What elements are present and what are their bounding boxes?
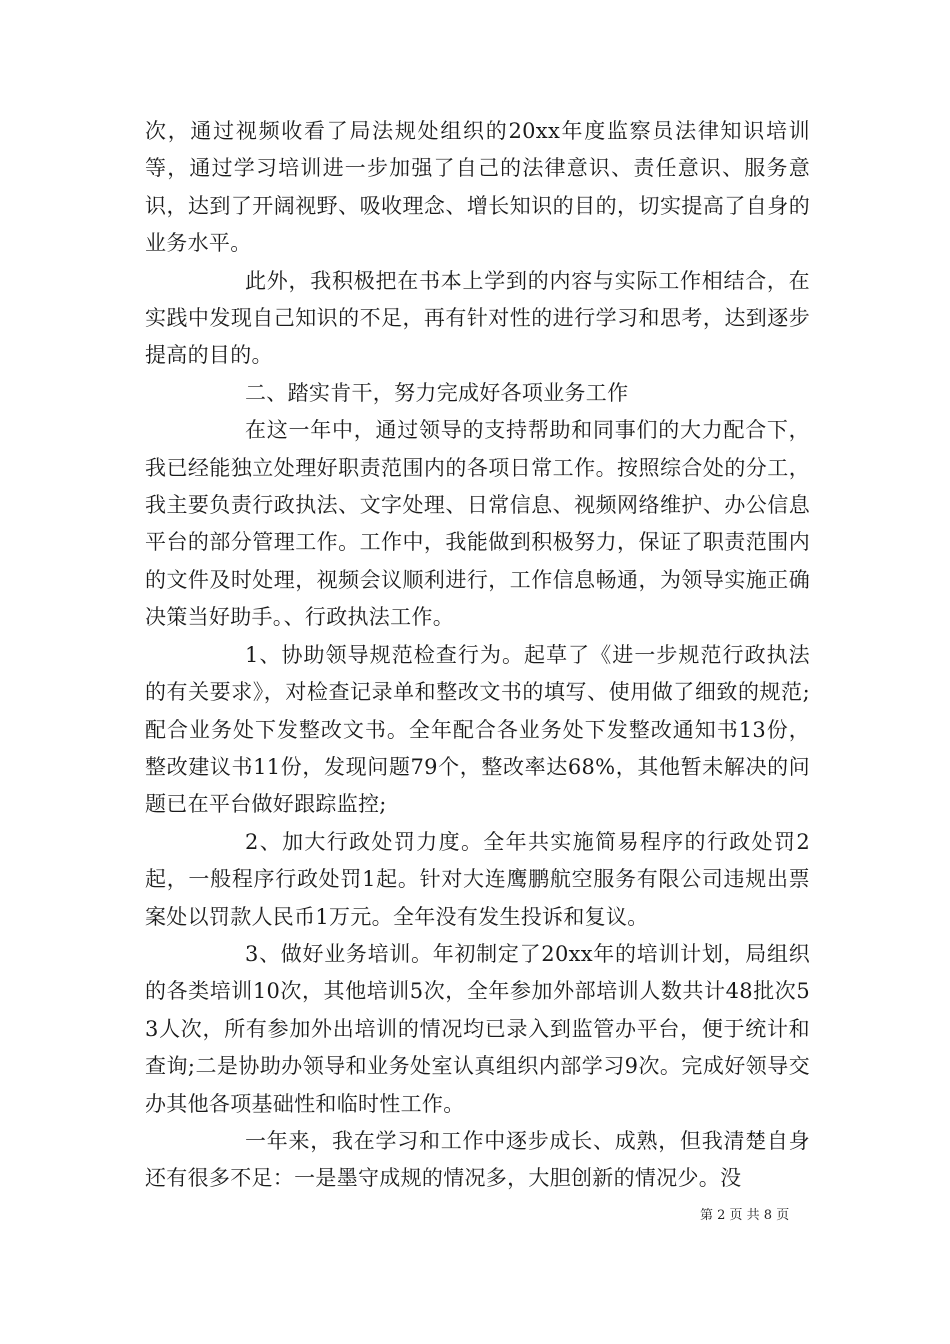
page-number: 第 2 页 共 8 页: [700, 1208, 790, 1223]
paragraph-7: 3、做好业务培训。年初制定了20xx年的培训计划，局组织的各类培训10次，其他培训5次，全年参加外部培训人数共计48批次53人次，所有参加外出培训的情况均已录入到监管办平台，便于统计和查询;二是协助办领导和业务处室认真组织内部学习9次。完成好领导交办其他各项基础性和临时性工作。: [145, 941, 810, 1116]
document-body: [145, 113, 810, 1198]
paragraph-6: 2、加大行政处罚力度。全年共实施简易程序的行政处罚2起，一般程序行政处罚1起。针对大连鹰鹏航空服务有限公司违规出票案处以罚款人民币1万元。全年没有发生投诉和复议。: [145, 829, 810, 929]
paragraph-1: 次，通过视频收看了局法规处组织的20xx年度监察员法律知识培训等，通过学习培训进一步加强了自己的法律意识、责任意识、服务意识，达到了开阔视野、吸收理念、增长知识的目的，切实提高了自身的业务水平。: [145, 119, 810, 256]
section-heading: 二、踏实肯干，努力完成好各项业务工作: [245, 380, 629, 405]
paragraph-2: 此外，我积极把在书本上学到的内容与实际工作相结合，在实践中发现自己知识的不足，再有针对性的进行学习和思考，达到逐步提高的目的。: [145, 268, 810, 368]
paragraph-5: 1、协助领导规范检查行为。起草了《进一步规范行政执法的有关要求》，对检查记录单和整改文书的填写、使用做了细致的规范;配合业务处下发整改文书。全年配合各业务处下发整改通知书13份，整改建议书11份，发现问题79个，整改率达68%，其他暂未解决的问题已在平台做好跟踪监控;: [145, 642, 810, 817]
paragraph-8: 一年来，我在学习和工作中逐步成长、成熟，但我清楚自身还有很多不足：一是墨守成规的情况多，大胆创新的情况少。没: [145, 1128, 810, 1191]
paragraph-4: 在这一年中，通过领导的支持帮助和同事们的大力配合下，我已经能独立处理好职责范围内的各项日常工作。按照综合处的分工，我主要负责行政执法、文字处理、日常信息、视频网络维护、办公信息平台的部分管理工作。工作中，我能做到积极努力，保证了职责范围内的文件及时处理，视频会议顺利进行，工作信息畅通，为领导实施正确决策当好助手。、行政执法工作。: [145, 418, 810, 630]
